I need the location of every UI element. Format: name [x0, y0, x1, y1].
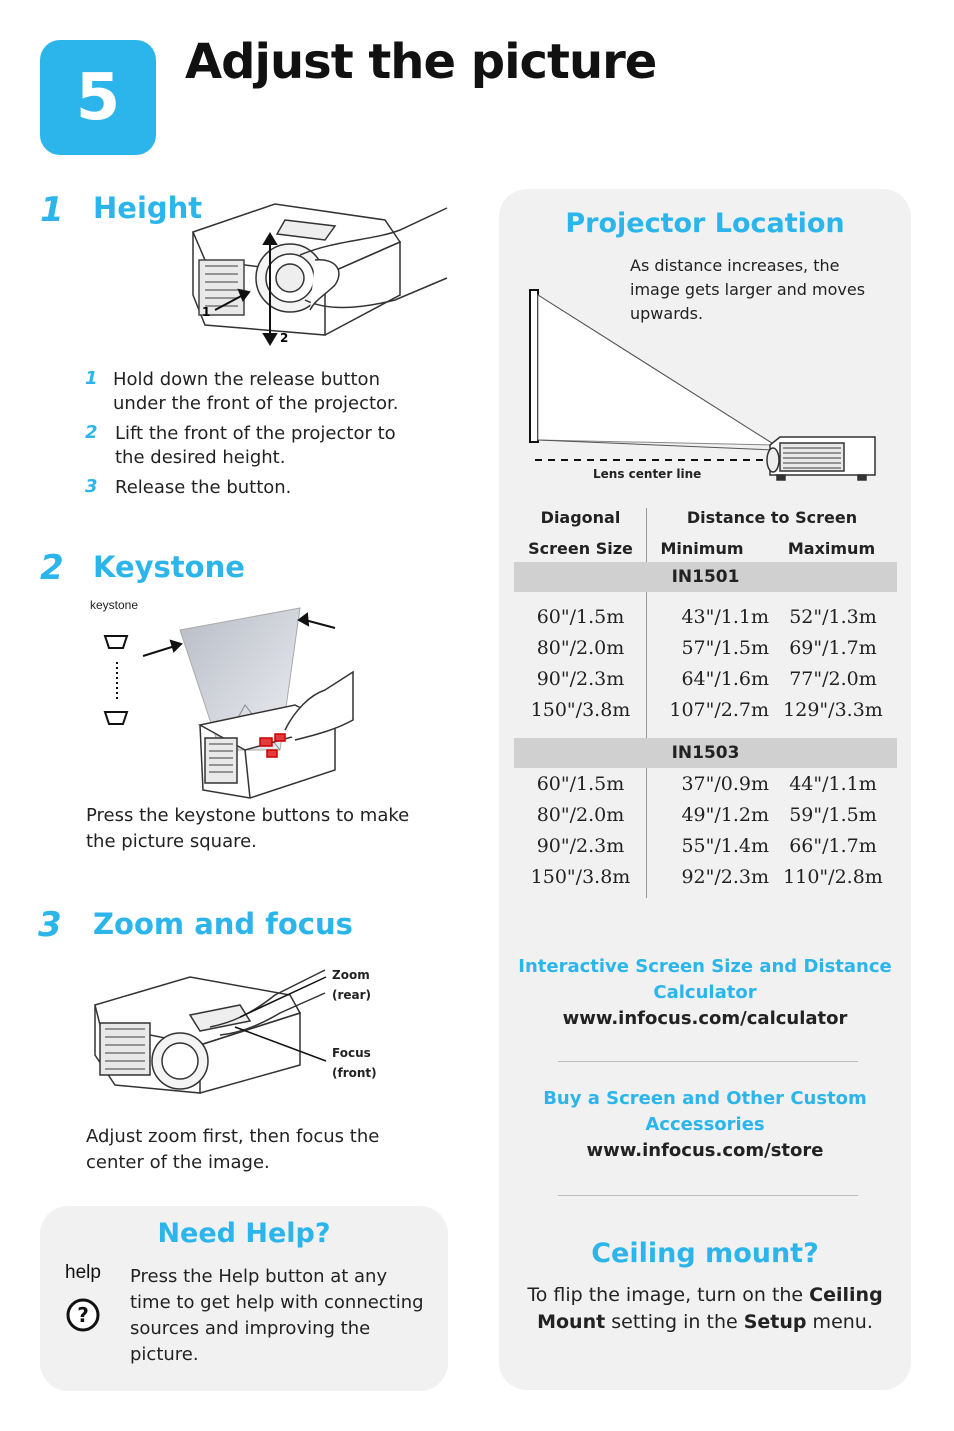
- section-number-height: 1: [40, 190, 64, 230]
- table-cell-size: 90"/2.3m: [536, 835, 625, 857]
- table-cell-max: 66"/1.7m: [789, 835, 877, 857]
- lens-center-label: Lens center line: [593, 467, 702, 481]
- table-cell-max: 52"/1.3m: [789, 606, 877, 628]
- list-item-number: 2: [85, 422, 98, 443]
- focus-label-sub: (front): [332, 1066, 377, 1080]
- zoom-label: Zoom: [332, 968, 370, 982]
- table-cell-max: 110"/2.8m: [783, 866, 883, 888]
- help-text-line: sources and improving the: [130, 1318, 371, 1339]
- column-header-maximum: Maximum: [787, 539, 876, 558]
- table-group: [514, 592, 897, 738]
- projector-height-illustration: [185, 200, 450, 350]
- location-caption-line: image gets larger and moves: [630, 280, 866, 299]
- table-cell-min: 64"/1.6m: [681, 668, 769, 690]
- list-item: [85, 422, 445, 470]
- distance-table: [514, 500, 897, 893]
- table-cell-size: 80"/2.0m: [536, 637, 625, 659]
- table-row: [514, 602, 897, 633]
- column-header-screen-size: Screen Size: [528, 539, 633, 558]
- table-cell-size: 60"/1.5m: [536, 606, 625, 628]
- table-row: [514, 800, 897, 831]
- step-number-badge: 5: [40, 40, 156, 155]
- table-cell-size: 150"/3.8m: [530, 699, 631, 721]
- table-cell-size: 80"/2.0m: [536, 804, 625, 826]
- ceiling-setting-name: Ceiling: [809, 1284, 883, 1306]
- section-number-zoom: 3: [38, 905, 62, 945]
- list-item-text: Lift the front of the projector to: [115, 423, 396, 444]
- table-cell-min: 57"/1.5m: [681, 637, 769, 659]
- ceiling-mount-text: To flip the image, turn on the Ceiling Mount setting in the Setup menu.: [527, 1284, 883, 1333]
- divider: [558, 1195, 858, 1196]
- table-cell-size: 90"/2.3m: [536, 668, 625, 690]
- column-header-diagonal: Diagonal: [540, 508, 621, 527]
- calculator-link-title: Calculator: [653, 982, 757, 1003]
- table-row: [514, 695, 897, 726]
- table-cell-min: 55"/1.4m: [681, 835, 769, 857]
- help-text-line: time to get help with connecting: [130, 1292, 424, 1313]
- setup-menu-name: Setup: [743, 1311, 807, 1333]
- table-cell-max: 129"/3.3m: [783, 699, 883, 721]
- table-header: [514, 500, 897, 562]
- list-item-text: under the front of the projector.: [113, 393, 399, 414]
- table-row: [514, 831, 897, 862]
- list-item-text: the desired height.: [115, 447, 286, 468]
- height-label-2: 2: [280, 331, 289, 345]
- table-row: [514, 664, 897, 695]
- keystone-illustration: [95, 600, 355, 800]
- projector-location-diagram: [525, 285, 885, 495]
- location-caption-line: As distance increases, the: [630, 256, 840, 275]
- zoom-label-sub: (rear): [332, 988, 372, 1002]
- focus-label: Focus: [332, 1046, 371, 1060]
- list-item-text: Hold down the release button: [113, 369, 380, 390]
- section-title-zoom: Zoom and focus: [93, 907, 353, 941]
- keystone-text-line: Press the keystone buttons to make: [86, 805, 410, 826]
- section-title-height: Height: [93, 191, 203, 225]
- table-cell-size: 150"/3.8m: [530, 866, 631, 888]
- table-cell-min: 107"/2.7m: [669, 699, 769, 721]
- keystone-up-icon: [105, 636, 127, 648]
- calculator-link[interactable]: www.infocus.com/calculator: [562, 1008, 848, 1029]
- keystone-button-label: keystone: [90, 598, 139, 612]
- store-link-title: Buy a Screen and Other Custom: [543, 1088, 867, 1109]
- ceiling-setting-name: Mount: [537, 1311, 606, 1333]
- help-icon: [65, 1297, 101, 1333]
- store-link[interactable]: www.infocus.com/store: [586, 1140, 824, 1161]
- help-text-line: picture.: [130, 1344, 199, 1365]
- zoom-text-line: Adjust zoom first, then focus the: [86, 1126, 380, 1147]
- table-cell-min: 37"/0.9m: [681, 773, 769, 795]
- page-title: Adjust the picture: [185, 34, 657, 90]
- section-number-keystone: 2: [40, 548, 64, 588]
- column-header-minimum: Minimum: [660, 539, 744, 558]
- table-row: [514, 633, 897, 664]
- calculator-link-title: Interactive Screen Size and Distance: [518, 956, 892, 977]
- height-steps-list: [85, 368, 445, 500]
- model-bar: IN1503: [514, 738, 897, 768]
- table-cell-max: 44"/1.1m: [789, 773, 877, 795]
- help-button-label: help: [65, 1262, 101, 1283]
- zoom-text-line: center of the image.: [86, 1152, 270, 1173]
- keystone-text-line: the picture square.: [86, 831, 257, 852]
- list-item-text: Release the button.: [115, 477, 292, 498]
- list-item: [85, 368, 445, 416]
- table-cell-min: 43"/1.1m: [681, 606, 769, 628]
- list-item-number: 1: [85, 368, 98, 389]
- table-cell-max: 69"/1.7m: [789, 637, 877, 659]
- divider: [558, 1061, 858, 1062]
- location-caption-line: upwards.: [630, 304, 704, 323]
- table-cell-min: 92"/2.3m: [681, 866, 769, 888]
- help-title: Need Help?: [157, 1218, 331, 1249]
- model-bar: IN1501: [514, 562, 897, 592]
- column-header-distance: Distance to Screen: [686, 508, 858, 527]
- list-item-number: 3: [85, 476, 98, 497]
- projector-location-title: Projector Location: [565, 208, 845, 239]
- store-link-title: Accessories: [645, 1114, 765, 1135]
- zoom-focus-illustration: [90, 965, 330, 1105]
- help-text-line: Press the Help button at any: [130, 1266, 388, 1287]
- table-cell-max: 59"/1.5m: [789, 804, 877, 826]
- table-row: [514, 862, 897, 893]
- keystone-down-icon: [105, 712, 127, 724]
- table-row: [514, 769, 897, 800]
- table-cell-size: 60"/1.5m: [536, 773, 625, 795]
- svg-text:?: ?: [77, 1303, 89, 1327]
- table-group: [514, 768, 897, 893]
- ceiling-mount-title: Ceiling mount?: [591, 1238, 819, 1269]
- height-label-1: 1: [202, 305, 211, 319]
- table-cell-min: 49"/1.2m: [681, 804, 769, 826]
- table-cell-max: 77"/2.0m: [789, 668, 877, 690]
- list-item: [85, 476, 445, 500]
- section-title-keystone: Keystone: [93, 550, 245, 584]
